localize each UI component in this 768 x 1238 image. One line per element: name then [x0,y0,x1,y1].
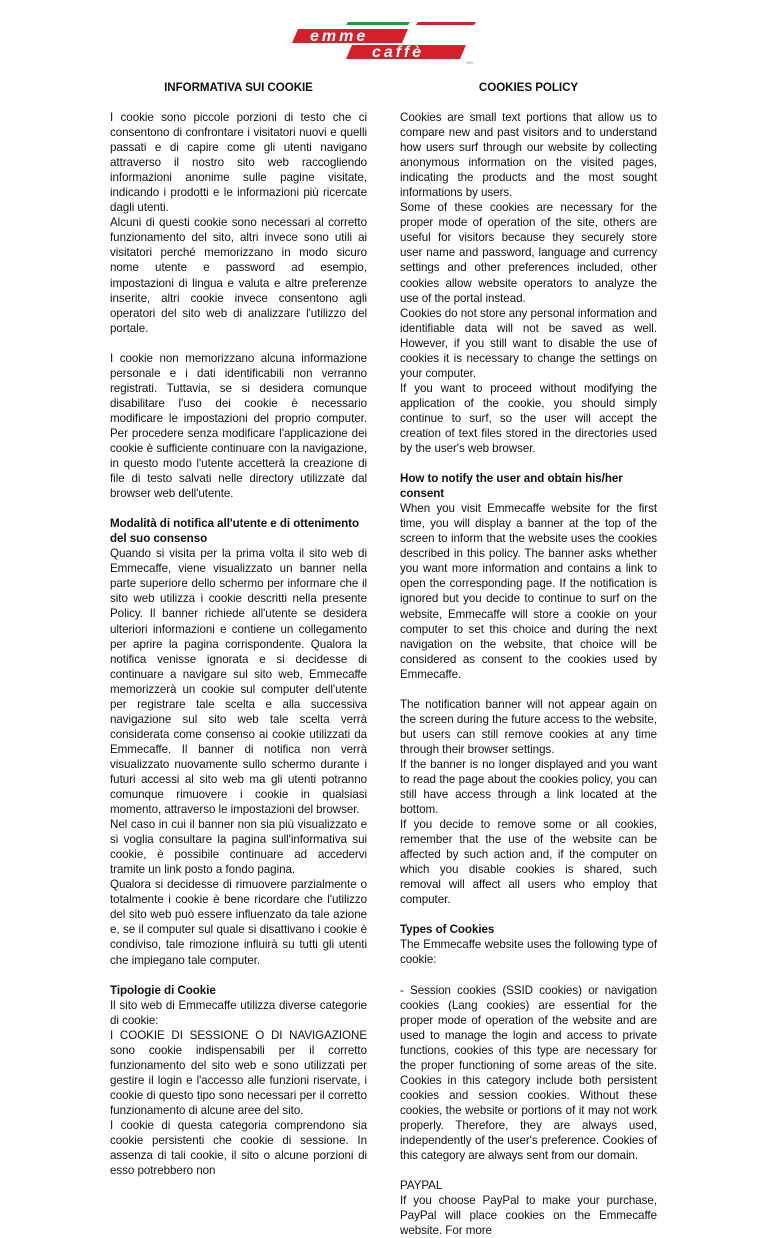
english-paragraph-2: When you visit Emmecaffe website for the first time, you will display a banner at the top of the screen to inform that the website uses the cookies described in this policy. The banner asks whether you want more information and contains a link to open the corresponding page. If the notification is ignored but you decide to continue to surf on the website, Emmecaffe will store a cookie on your computer to set this choice and during the next navigation on the website, that choice will be considered as consent to the cookies used by Emmecaffe. [400,502,657,681]
english-heading-notify: How to notify the user and obtain his/her consent [400,472,623,501]
english-paragraph-5: - Session cookies (SSID cookies) or navigation cookies (Lang cookies) are essential for the proper mode of operation of the website and are used to manage the login and access to private functions, cookies of this type are necessary for the proper functioning of some areas of the site. Cookies in this category include both persistent cookies and session cookies. Without these cookies, the website or portions of it may not work properly. Therefore, they are always used, independently of the user's preference. Cookies of this category are always sent from our domain. [400,983,657,1163]
english-paragraph-6: PAYPAL If you choose PayPal to make your purchase, PayPal will place cookies on the Emmecaffe website. For more [400,1179,657,1238]
logo-srl-suffix: SRL [466,60,474,65]
english-heading-types: Types of Cookies [400,923,495,937]
logo-flag-green [346,22,410,25]
italian-column [110,80,367,1178]
english-paragraph-1: Cookies are small text portions that allow us to compare new and past visitors and to understand how users surf through our website by collecting anonymous information on the visited pages, indicating the products and the most sought informations by users. Some of these cookies are necessary for the proper mode of operation of the site, others are useful for visitors because they securely store user name and password, language and currency settings and other preferences included, other cookies allow website operators to analyze the use of the portal instead. Cookies do not store any personal information and identifiable data will not be saved as well. However, if you still want to disable the use of cookies it is necessary to change the settings on your computer. If you want to proceed without modifying the application of the cookie, you should simply continue to surf, so the user will accept the creation of text files stored in the directories used by the user's web browser. [400,111,657,456]
italian-paragraph-4: Il sito web di Emmecaffe utilizza diverse categorie di cookie: I COOKIE DI SESSIONE O DI NAVIGAZIONE sono cookie indispensabili per il corretto funzionamento del sito web e sono utilizzati per gestire il login e l'accesso alle funzioni riservate, i cookie di questo tipo sono necessari per il corretto funzionamento di alcune aree del sito. I cookie di questa categoria comprendono sia cookie persistenti che cookie di sessione. In assenza di tali cookie, il sito o alcune porzioni di esso potrebbero non [110,998,367,1178]
italian-heading-notifica: Modalità di notifica all'utente e di ottenimento del suo consenso [110,517,359,546]
company-logo [290,20,480,66]
logo-word-emme: emme [310,28,369,45]
italian-title: INFORMATIVA SUI COOKIE [164,81,313,94]
logo-flag-red [416,22,476,25]
emmecaffe-logo-graphic [290,20,480,66]
italian-paragraph-1: I cookie sono piccole porzioni di testo che ci consentono di confrontare i visitatori nuovi e quelli passati e di capire come gli utenti navigano attraverso il nostro sito web raccogliendo informazioni anonime sulle pagine visitate, indicando i prodotti e le informazioni più ricercate dagli utenti. Alcuni di questi cookie sono necessari al corretto funzionamento del sito, altri invece sono utili ai visitatori perché memorizzano in modo sicuro nome utente e password ad esempio, impostazioni di lingua e valuta e altre preferenze inserite, altri cookie invece consentono agli operatori del sito web di analizzare l'utilizzo del portale. [110,111,367,335]
english-title: COOKIES POLICY [478,81,579,94]
logo-word-caffe: caffè [372,44,425,61]
italian-paragraph-2: I cookie non memorizzano alcuna informazione personale e i dati identificabili non verranno registrati. Tuttavia, se si desidera comunque disabilitare l'uso dei cookie è necessario modificare le impostazioni del proprio computer. Per procedere senza modificare l'applicazione dei cookie è sufficiente continuare con la navigazione, in questo modo l'utente accetterà la creazione di file di testo salvati nelle directory utilizzate dal browser web dell'utente. [110,351,367,501]
italian-heading-tipologie: Tipologie di Cookie [110,983,216,997]
english-paragraph-3: The notification banner will not appear again on the screen during the future access to the website, but users can still remove cookies at any time through their browser settings. If the banner is no longer displayed and you want to read the page about the cookies policy, you can still have access through a link located at the bottom. If you decide to remove some or all cookies, remember that the use of the website can be affected by such action and, if the computer on which you disable cookies is shared, such removal will affect all users who employ that computer. [400,697,657,907]
italian-paragraph-3: Quando si visita per la prima volta il sito web di Emmecaffe, viene visualizzato un banner nella parte superiore dello schermo per informare che il sito web utilizza i cookie descritti nella presente Policy. Il banner richiede all'utente se desidera ulteriori informazioni e contiene un collegamento per aprire la pagina corrispondente. Qualora la notifica venisse ignorata e si decidesse di continuare a navigare sul sito web, Emmecaffe memorizzerà un cookie sul computer dell'utente per registrare tale scelta e alla successiva navigazione sul sito web tale scelta verrà considerata come consenso ai cookie utilizzati da Emmecaffe. Il banner di notifica non verrà visualizzato nuovamente sullo schermo durante i futuri accessi al sito web ma gli utenti potranno comunque rimuovere i cookie in qualsiasi momento, attraverso le impostazioni del browser. Nel caso in cui il banner non sia più visualizzato e si voglia consultare la pagina sull'informativa sui cookie, è possibile continuare ad accedervi tramite un link posto a fondo pagina. Qualora si decidesse di rimuovere parzialmente o totalmente i cookie è bene ricordare che l'utilizzo del sito web può essere influenzato da tale azione e, se il computer sul quale si disattivano i cookie è condiviso, tale rimozione influirà su tutti gli utenti che impiegano tale computer. [110,547,367,967]
english-column [400,80,657,1238]
english-paragraph-4: The Emmecaffe website uses the following type of cookie: [400,938,657,967]
